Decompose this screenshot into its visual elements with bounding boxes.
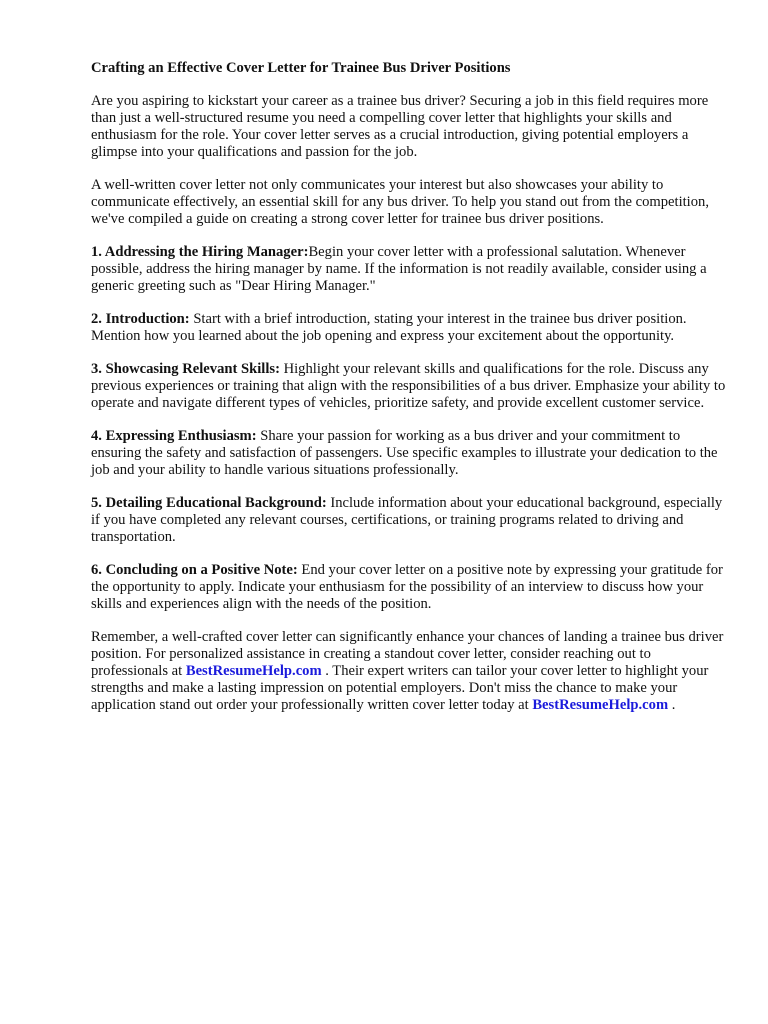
- intro-paragraph-1: Are you aspiring to kickstart your career as a trainee bus driver? Securing a job in this field requires more than just a well-structured resume you need a compelling cover letter that highlights your skills and enthusiasm for the role. Your cover letter serves as a crucial introduction, giving potential employers a glimpse into your qualifications and passion for the job.: [91, 93, 709, 160]
- section-body: Highlight your relevant skills and qualifications for the role. Discuss any previous experiences or training that align with the responsibilities of a bus driver. Emphasize your ability to operate and navigate different types of vehicles, prioritize safety, and provide excellent customer service.: [91, 361, 726, 411]
- section-body: End your cover letter on a positive note by expressing your gratitude for the opportunity to apply. Indicate your enthusiasm for the possibility of an interview to discuss how your skills and experiences align with the needs of the position.: [91, 562, 723, 612]
- section-relevant-skills: [91, 361, 731, 412]
- section-introduction: [91, 311, 731, 345]
- section-concluding-positive: [91, 562, 731, 613]
- closing-text-3: .: [668, 697, 676, 713]
- section-expressing-enthusiasm: [91, 428, 731, 479]
- closing-text-1: Remember, a well-crafted cover letter can significantly enhance your chances of landing a trainee bus driver position. For personalized assistance in creating a standout cover letter, consider reaching out to professionals at: [91, 629, 724, 679]
- section-body: Include information about your educational background, especially if you have completed any relevant courses, certifications, or training programs related to driving and transportation.: [91, 495, 723, 545]
- section-heading: 6. Concluding on a Positive Note:: [91, 562, 298, 578]
- section-heading: 3. Showcasing Relevant Skills:: [91, 361, 280, 377]
- section-body: Begin your cover letter with a professional salutation. Whenever possible, address the hiring manager by name. If the information is not readily available, consider using a generic greeting such as "Dear Hiring Manager.": [91, 244, 707, 294]
- intro-paragraph-2: A well-written cover letter not only communicates your interest but also showcases your ability to communicate effectively, an essential skill for any bus driver. To help you stand out from the competition, we've compiled a guide on creating a strong cover letter for trainee bus driver positions.: [91, 177, 709, 227]
- section-educational-background: [91, 495, 731, 546]
- section-body: Share your passion for working as a bus driver and your commitment to ensuring the safety and satisfaction of passengers. Use specific examples to illustrate your dedication to the job and your ability to handle various situations professionally.: [91, 428, 718, 478]
- bestresumehelp-link-2[interactable]: BestResumeHelp.com: [532, 697, 669, 713]
- closing-text-2: . Their expert writers can tailor your cover letter to highlight your strengths and make a lasting impression on potential employers. Don't miss the chance to make your application stand out order your professionally written cover letter today at: [91, 663, 709, 713]
- section-heading: 2. Introduction:: [91, 311, 190, 327]
- section-addressing-hiring-manager: [91, 244, 731, 295]
- closing-paragraph: [91, 629, 731, 714]
- document-page: [91, 60, 731, 730]
- section-heading: 1. Addressing the Hiring Manager:: [91, 244, 309, 260]
- bestresumehelp-link-1[interactable]: BestResumeHelp.com: [185, 663, 322, 679]
- section-body: Start with a brief introduction, stating your interest in the trainee bus driver position. Mention how you learned about the job opening and express your excitement about the opportunity.: [91, 311, 687, 344]
- document-title: Crafting an Effective Cover Letter for Trainee Bus Driver Positions: [91, 60, 511, 76]
- section-heading: 4. Expressing Enthusiasm:: [91, 428, 257, 444]
- section-heading: 5. Detailing Educational Background:: [91, 495, 327, 511]
